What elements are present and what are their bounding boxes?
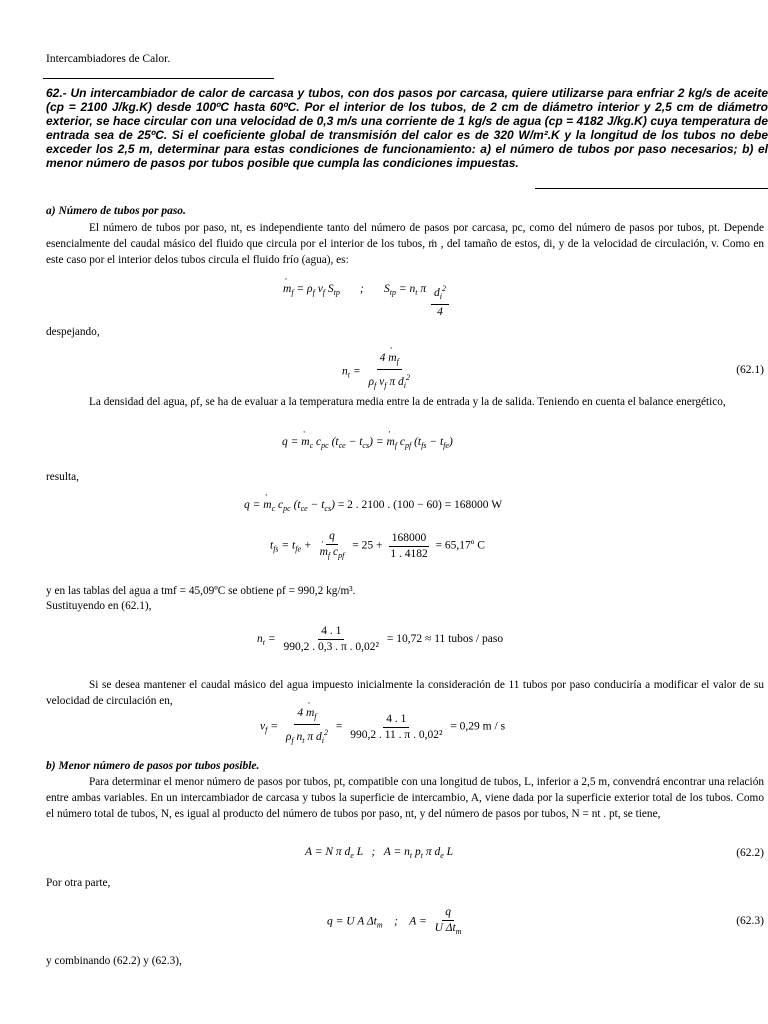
equation-label-62-2: (62.2): [736, 847, 764, 859]
equation-label-62-3: (62.3): [736, 915, 764, 927]
section-b-title: b) Menor número de pasos por tubos posible.: [46, 760, 260, 772]
problem-statement: 62.- Un intercambiador de calor de carcasa y tubos, con dos pasos por carcasa, quiere utilizarse para enfriar 2 kg/s de aceite (cp = 2100 J/kg.K) desde 100ºC hasta 60ºC. Por el interior de los tubos, de 2 cm de diámetro interior y 2,5 cm de diámetro exterior, se hace circular con una velocidad de 0,3 m/s una corriente de 1 kg/s de agua (cp = 4182 J/kg.K) cuya temperatura de entrada sea de 25ºC. Si el coeficiente global de transmisión del calor es de 320 W/m².K y la longitud de los tubos no debe exceder los 2,5 m, determinar para estas condiciones de funcionamiento: a) el número de tubos por paso necesarios; b) el menor número de pasos por tubos posible que cumpla las condiciones impuestas.: [46, 86, 768, 170]
section-a-paragraph-3: Si se desea mantener el caudal másico del agua impuesto inicialmente la consideración de 11 tubos por paso conduciría a modificar el valor de su velocidad de circulación en,: [46, 679, 764, 707]
equation-tfs: $t_{fs} = t_{fe}$ + q ˙ $m_f$ $c_{pf}$ = 25 + $\frac{168000}{1 . 4182}$ = 65,17º C: [270, 530, 485, 562]
q-value: = 2 . 2100 . (100 − 60) = 168000 W: [337, 499, 503, 511]
section-a-paragraph-1: El número de tubos por paso, nt, es independiente tanto del número de pasos por carcasa, pc, como del número de pasos por tubos, pt. Depende esencialmente del caudal másico del fluido que circula por el interior de los tubos, ṁ , del tamaño de estos, di, y de la velocidad de circulación, v. Como en este caso por el interior delos tubos circula el fluido frío (agua), es:: [46, 222, 764, 266]
header-rule: [43, 78, 274, 79]
tables-line: y en las tablas del agua a tmf = 45,09ºC se obtiene ρf = 990,2 kg/m³.: [46, 585, 356, 597]
despejando-text: despejando,: [46, 326, 100, 338]
equation-energy-balance: q = ˙ $m_c$ $c_{pc}$ $(t_{ce} - t_{cs})$ = ˙ $m_f$ $c_{pf}$ $(t_{fs} - t_{fe})$: [282, 436, 453, 450]
vf-denominator: 990,2 . 11 . π . 0,02²: [350, 728, 443, 741]
equation-label-62-1: (62.1): [736, 364, 764, 376]
equation-heat-rate: q = U A $\Delta t_m$ ; A = $\frac{q}{U \Delta t_m}$: [327, 906, 462, 936]
nt-result: = 10,72 ≈ 11 tubos / paso: [386, 633, 504, 646]
equation-nt: $n_t$ = $\frac{4 ˙ m_f}{\rho_f v_f \pi d_i^2}$: [342, 352, 415, 392]
combinando-text: y combinando (62.2) y (62.3),: [46, 955, 182, 967]
section-a-paragraph-2: La densidad del agua, ρf, se ha de evaluar a la temperatura media entre la de entrada y la de salida. Teniendo en cuenta el balance energético,: [89, 396, 726, 408]
problem-end-rule: [535, 188, 768, 189]
section-a-title: a) Número de tubos por paso.: [46, 205, 186, 217]
equation-q-value: q = ˙ $m_c$ $c_{pc}$ $(t_{ce} - t_{cs}) = 2$ . 2100 . (100 − 60) = 168000 W: [244, 499, 502, 513]
tfs-value: = 65,17º C: [435, 539, 485, 552]
running-header: Intercambiadores de Calor.: [46, 53, 171, 65]
nt-denominator: 990,2 . 0,3 . π . 0,02²: [283, 641, 380, 653]
equation-mass-flow: ˙ $m_f = \rho_f$ $v_f$ $S_{tp}$ ; $S_{tp} = n_t$ π $\frac{d_i^2}{4}$: [283, 282, 451, 319]
vf-result: = 0,29 m / s: [450, 720, 506, 733]
nt-numerator: 4 . 1: [318, 625, 344, 640]
por-otra-parte-text: Por otra parte,: [46, 877, 111, 889]
resulta-text: resulta,: [46, 471, 79, 483]
equation-area: A = N π $d_e$ L ; $A = n_t$ $p_t$ π $d_e$ L: [305, 846, 454, 860]
equation-vf: $v_f$ = $\frac{4 ˙ m_f}{\rho_f n_t \pi d_i^2}$ = $\frac{4 . 1}{\text{990,2 . 11 . π . 0,02²}}$ = 0,29 m / s: [260, 707, 505, 747]
equation-nt-numeric: $n_t$ = $\frac{4 . 1}{\text{990,2 . 0,3 . π . 0,02²}}$ = 10,72 ≈ 11 tubos / paso: [257, 625, 504, 653]
sustituyendo-text: Sustituyendo en (62.1),: [46, 600, 152, 612]
section-b-paragraph-1: Para determinar el menor número de pasos por tubos, pt, compatible con una longitud de tubos, L, inferior a 2,5 m, convendrá encontrar una relación entre ambas variables. En un intercambiador de carcasa y tubos la superficie de intercambio, A, viene dada por la superficie exterior total de los tubos. Como el número total de tubos, N, es igual al producto del número de tubos por paso, nt, y del número de pasos por tubos, N = nt . pt, se tiene,: [46, 776, 764, 820]
